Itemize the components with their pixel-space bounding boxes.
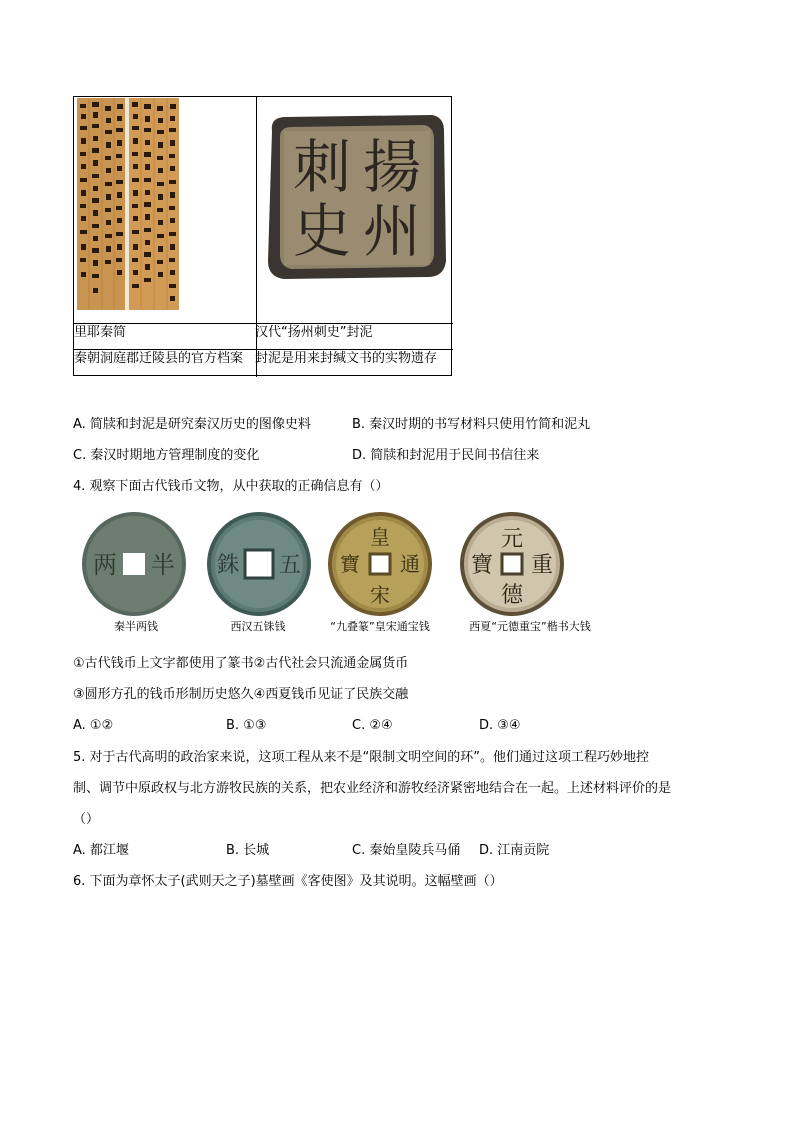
- q5-option-c: C. 秦始皇陵兵马俑: [352, 843, 461, 858]
- right-desc: 封泥是用来封缄文书的实物遗存: [255, 351, 438, 366]
- q6-stem: 6. 下面为章怀太子(武则天之子)墓壁画《客使图》及其说明。这幅壁画（）: [73, 874, 503, 889]
- q5-option-b: B. 长城: [226, 843, 270, 858]
- q5-option-d: D. 江南贡院: [479, 843, 550, 858]
- q4-statement-1: ①古代钱币上文字都使用了篆书②古代社会只流通金属货币: [73, 656, 409, 671]
- left-caption: 里耶秦简: [74, 325, 127, 340]
- coin3-glyph-left: 寶: [340, 552, 360, 576]
- coin3-caption: “九叠篆”皇宋通宝钱: [330, 620, 430, 633]
- q4-option-d: D. ③④: [479, 718, 521, 733]
- coin-huangsong-tongbao: [326, 510, 434, 618]
- table-divider-row2: [74, 349, 453, 350]
- coin2-caption: 西汉五铢钱: [230, 620, 286, 633]
- q3-option-d: D. 简牍和封泥用于民间书信往来: [352, 448, 540, 463]
- coin-xihan-wuzhu: [205, 510, 313, 618]
- right-caption: 汉代“扬州刺史”封泥: [255, 325, 373, 340]
- seal-char-yang: 揚: [362, 133, 422, 201]
- coin-qin-banliang: [80, 510, 188, 618]
- coin4-caption: 西夏“元德重宝”楷书大钱: [469, 620, 591, 633]
- q4-option-a: A. ①②: [73, 718, 114, 733]
- coin2-glyph-left: 銖: [216, 553, 240, 578]
- q3-option-b: B. 秦汉时期的书写材料只使用竹简和泥丸: [352, 417, 591, 432]
- q3-option-a: A. 简牍和封泥是研究秦汉历史的图像史料: [73, 417, 311, 432]
- q3-option-c: C. 秦汉时期地方管理制度的变化: [73, 448, 260, 463]
- q5-line-1: 5. 对于古代高明的政治家来说，这项工程从来不是“限制文明空间的环”。他们通过这项工程巧妙地控: [73, 750, 650, 765]
- q5-line-3: （）: [73, 812, 100, 827]
- q5-option-a: A. 都江堰: [73, 843, 129, 858]
- coin3-glyph-top: 皇: [370, 525, 390, 549]
- table-divider-row1: [74, 323, 453, 324]
- coin3-glyph-right: 通: [400, 552, 420, 576]
- coin1-glyph-right: 半: [151, 551, 175, 579]
- seal-char-zhou: 州: [362, 197, 422, 265]
- q5-line-2: 制、调节中原政权与北方游牧民族的关系，把农业经济和游牧经济紧密地结合在一起。上述材料评价的是: [73, 781, 672, 796]
- coin2-glyph-right: 五: [278, 553, 302, 578]
- bamboo-slips-image: [75, 98, 181, 310]
- coin1-caption: 秦半两钱: [114, 620, 158, 633]
- q4-option-c: C. ②④: [352, 718, 393, 733]
- seal-char-ci: 刺: [292, 133, 352, 201]
- artifact-table: [73, 96, 452, 376]
- coin-yuande-zhongbao: [458, 510, 566, 618]
- coin4-glyph-top: 元: [500, 527, 524, 552]
- q4-option-b: B. ①③: [226, 718, 267, 733]
- left-desc: 秦朝洞庭郡迁陵县的官方档案: [74, 351, 244, 366]
- q4-stem: 4. 观察下面古代钱币文物，从中获取的正确信息有（）: [73, 479, 389, 494]
- coin4-glyph-left: 寶: [470, 553, 494, 578]
- coin3-glyph-bottom: 宋: [370, 583, 390, 607]
- q4-statement-2: ③圆形方孔的钱币形制历史悠久④西夏钱币见证了民族交融: [73, 687, 409, 702]
- seal-char-shi: 史: [292, 197, 352, 265]
- coin4-glyph-right: 重: [530, 553, 554, 578]
- coin1-glyph-left: 两: [93, 551, 117, 579]
- clay-seal-image: [262, 111, 448, 281]
- coin4-glyph-bottom: 德: [500, 583, 524, 608]
